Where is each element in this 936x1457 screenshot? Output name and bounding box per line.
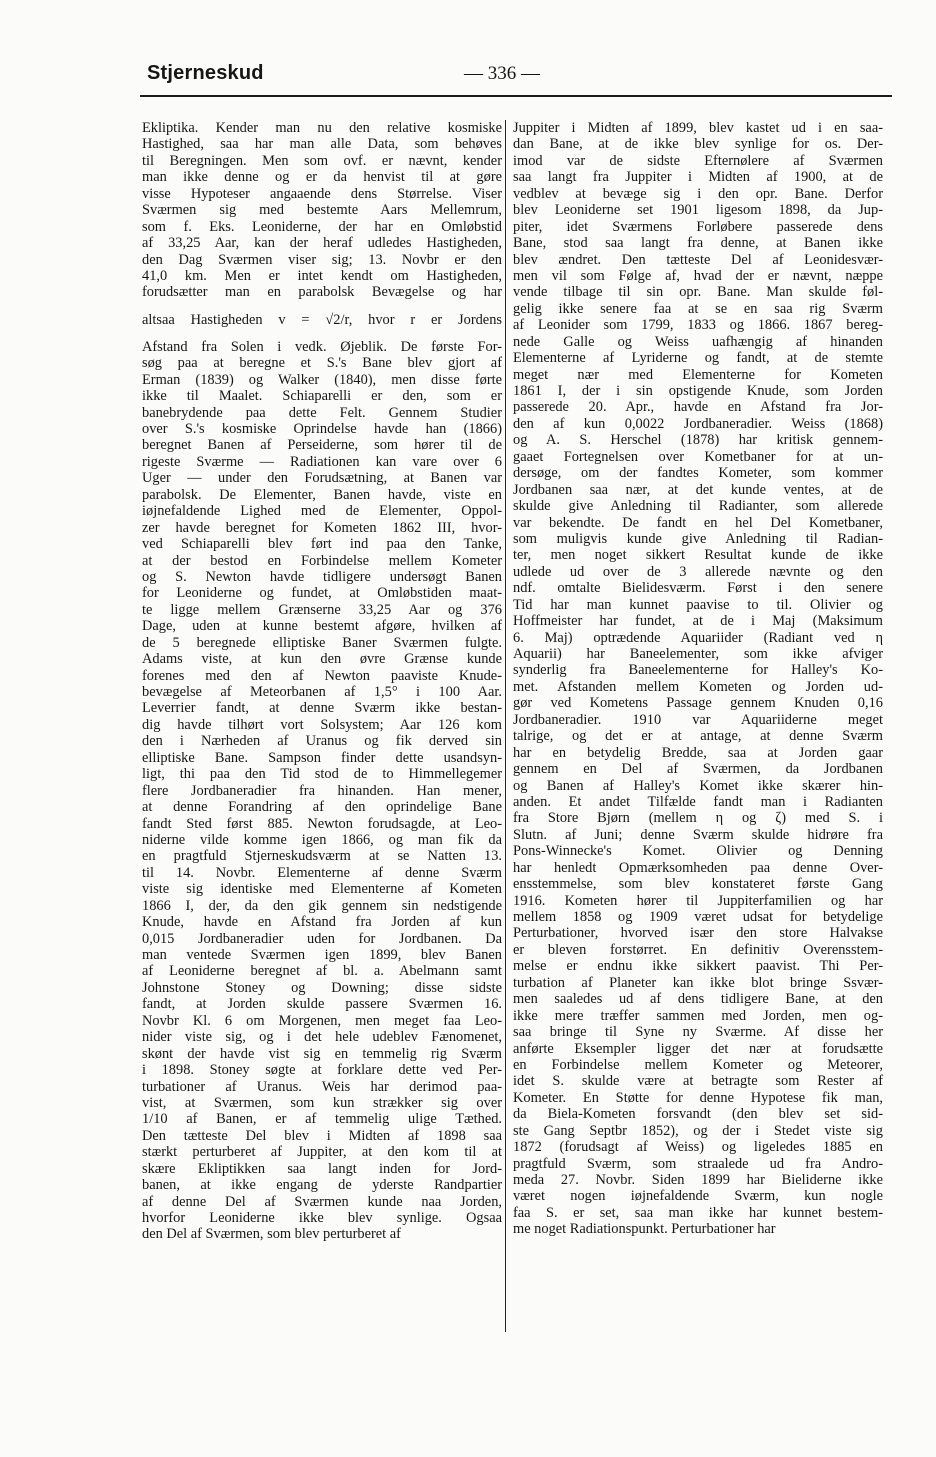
text-line: af 33,25 Aar, kan der heraf udledes Hastigheden, (142, 235, 502, 252)
text-line: met. Afstanden mellem Kometen og Jorden ud- (513, 678, 883, 695)
text-line: de 5 beregnede elliptiske Baner Sværmen fulgte. (142, 634, 502, 651)
text-line: Uger — under den Forudsætning, at Banen var (142, 470, 502, 487)
text-line: dig havde tilhørt vort Solsystem; Aar 126 kom (142, 716, 502, 733)
text-line: Jordbaneradier. 1910 var Aquariiderne meget (513, 711, 883, 728)
text-line: men vil som Følge af, hvad der er nævnt, næppe (513, 267, 883, 284)
text-line: i 1898. Stoney søgte at forklare dette ved Per- (142, 1062, 502, 1079)
text-line: 1872 (forudsagt af Weiss) og ligeledes 1885 en (513, 1139, 883, 1156)
text-line: zer havde beregnet for Kometen 1862 III, hvor- (142, 519, 502, 536)
text-line: meget nær med Elementerne for Kometen (513, 366, 883, 383)
page-number: — 336 — (464, 63, 540, 84)
text-line: Adams viste, at kun den øvre Grænse kunde (142, 651, 502, 668)
text-line: forenes med den af Newton paaviste Knude- (142, 667, 502, 684)
text-line: og S. Newton havde tidligere undersøgt Banen (142, 568, 502, 585)
text-line: er bleven forstørret. En definitiv Overensstem- (513, 941, 883, 958)
text-line: fra Store Bjørn (mellem η og ζ) med S. i (513, 810, 883, 827)
text-line: nider viste sig, og i det hele udeblev Fænomenet, (142, 1029, 502, 1046)
text-line: har henledt Opmærksomheden paa denne Over- (513, 859, 883, 876)
text-line: rigeste Sværme — Radiationen kan vare over 6 (142, 453, 502, 470)
text-line: Hastighed, saa har man alle Data, som behøves (142, 136, 502, 153)
text-line: nede Galle og Weiss uafhængig af hinanden (513, 333, 883, 350)
text-line: visse Hypoteser angaaende dens Størrelse. Viser (142, 185, 502, 202)
text-line: at denne Forandring af den oprindelige Bane (142, 799, 502, 816)
text-line: Perturbationer, hvorved især den store Halvakse (513, 925, 883, 942)
text-line: gør ved Kometens Passage gennem Knuden 0,16 (513, 695, 883, 712)
text-line: ikke mere træffer sammen med Jorden, men og- (513, 1007, 883, 1024)
text-line: piter, idet Sværmens Forløbere passerede dens (513, 218, 883, 235)
text-line: banen, at ikke engang de yderste Randpartier (142, 1177, 502, 1194)
text-line: Tid har man kunnet paavise to til. Olivier og (513, 596, 883, 613)
text-line: udlede ud over de 3 allerede nævnte og den (513, 563, 883, 580)
text-line: Sværmen sig med bestemte Aars Mellemrum, (142, 202, 502, 219)
text-line: Kometer. En Støtte for denne Hypotese fik man, (513, 1089, 883, 1106)
text-line: hvorfor Leoniderne ikke blev synlige. Ogsaa (142, 1210, 502, 1226)
text-line: Jordbanen saa nær, at det kunde ventes, at de (513, 481, 883, 498)
text-line: passerede 20. Apr., havde en Afstand fra Jor- (513, 399, 883, 416)
text-line: Novbr Kl. 6 om Morgenen, men meget faa Leo- (142, 1012, 502, 1029)
text-line: vende tilbage til sin opr. Bane. Man skulde føl- (513, 284, 883, 301)
text-line: skulde give Anledning til Radianter, som allerede (513, 498, 883, 515)
text-line: til Beregningen. Men som ovf. er nævnt, kender (142, 152, 502, 169)
text-line: saa bringe til Syne ny Sværme. Af disse her (513, 1024, 883, 1041)
text-line: af Leonider som 1799, 1833 og 1866. 1867 bereg- (513, 317, 883, 334)
text-line: fandt Sted først 885. Newton forudsagde, at Leo- (142, 815, 502, 832)
text-line: Erman (1839) og Walker (1840), men disse førte (142, 371, 502, 388)
text-line: Hoffmeister har fundet, at de i Maj (Maksimum (513, 613, 883, 630)
text-line: og Banen af Halley's Komet ikke skærer hin- (513, 777, 883, 794)
text-line: Afstand fra Solen i vedk. Øjeblik. De første For- (142, 338, 502, 355)
text-line: af denne Del af Sværmen kunde naa Jorden, (142, 1193, 502, 1210)
left-text-column (142, 120, 502, 1243)
text-line: den Dag Sværmen viser sig; 13. Novbr er den (142, 251, 502, 268)
text-line: elliptiske Bane. Sampson finder dette usandsyn- (142, 749, 502, 766)
text-line: fandt, at Jorden skulde passere Sværmen 16. (142, 996, 502, 1013)
text-line: dersøge, om der fandtes Kometer, som kommer (513, 465, 883, 482)
text-line: den i Nærheden af Uranus og fik derved sin (142, 733, 502, 750)
text-line: at der bestod en Forbindelse mellem Kometer (142, 552, 502, 569)
text-line: blev Leoniderne set 1901 ligesom 1898, da Jup- (513, 202, 883, 219)
text-line: Den tætteste Del blev i Midten af 1898 saa (142, 1127, 502, 1144)
text-line: banebrydende paa dette Felt. Gennem Studier (142, 404, 502, 421)
text-line: 1916. Kometen hører til Juppiterfamilien og har (513, 892, 883, 909)
text-line: 41,0 km. Men er intet kendt om Hastigheden, (142, 267, 502, 284)
text-line: ligt, thi paa den Tid stod de to Himmellegemer (142, 766, 502, 783)
text-line: ste Gang Septbr 1852), og der i Stedet viste sig (513, 1122, 883, 1139)
text-line: iøjnefaldende Lighed med de Elementer, Oppol- (142, 503, 502, 520)
text-line: den Del af Sværmen, som blev perturberet af (142, 1226, 401, 1243)
text-line: pragtfuld Sværm, som straalede ud fra Andro- (513, 1155, 883, 1172)
text-line: gelig ikke senere faa at se en saa rig Sværm (513, 300, 883, 317)
text-line: vedblev at bevæge sig i den opr. Bane. Derfor (513, 185, 883, 202)
text-line: 6. Maj) optrædende Aquariider (Radiant ved η (513, 629, 883, 646)
text-line: skære Ekliptikken saa langt inden for Jord- (142, 1160, 502, 1177)
text-line: man ventede Sværmen igen 1899, blev Banen (142, 947, 502, 963)
text-line: af Leoniderne beregnet af bl. a. Abelmann samt (142, 963, 502, 980)
text-line: en pragtfuld Stjerneskudsværm at se Natten 13. (142, 848, 502, 865)
text-line: flere Jordbaneradier fra hinanden. Han mener, (142, 782, 502, 799)
text-line: dan Bane, at de ikke blev synlige for os. Der- (513, 136, 883, 153)
text-line: skønt der havde vist sig en temmelig rig Sværm (142, 1045, 502, 1062)
text-line: 1861 I, der i sin opstigende Knude, som Jorden (513, 383, 883, 399)
text-line: idet S. skulde være at betragte som Rester af (513, 1073, 883, 1090)
text-line: var bekendte. De fandt en hel Del Kometbaner, (513, 514, 883, 531)
text-line: været nogen iøjnefaldende Sværm, kun nogle (513, 1188, 883, 1205)
text-line: Johnstone Stoney og Downing; disse sidste (142, 979, 502, 996)
text-line: meda 27. Novbr. Siden 1899 har Bieliderne ikke (513, 1172, 883, 1188)
text-line: talrige, og det er at antage, at denne Sværm (513, 728, 883, 745)
text-line: melse er endnu ikke sikkert paavist. Thi Per- (513, 958, 883, 975)
right-text-column (513, 120, 883, 1238)
text-line: ensstemmelse, som blev konstateret første Gang (513, 876, 883, 893)
text-line: bevægelse af Meteorbanen af 1,5° i 100 Aar. (142, 684, 502, 700)
text-line: Leverrier fandt, at denne Sværm ikke bestan- (142, 700, 502, 717)
text-line: da Biela-Kometen forsvandt (den blev set sid- (513, 1106, 883, 1123)
text-line: Slutn. af Juni; denne Sværm skulde hidrøre fra (513, 826, 883, 843)
text-line: Pons-Winnecke's Komet. Olivier og Denning (513, 843, 883, 860)
text-line: ved Schiaparelli blev ført ind paa den Tanke, (142, 536, 502, 553)
text-line: synderlig fra Baneelementerne for Halley's Ko- (513, 662, 883, 679)
text-line: for Leoniderne og fundet, at Omløbstiden maat- (142, 585, 502, 602)
text-line: altsaa Hastigheden v = √2/r, hvor r er Jordens (142, 311, 502, 328)
text-line: vist, at Sværmen, som kun strækker sig over (142, 1094, 502, 1111)
text-line: som f. Eks. Leoniderne, der har en Omløbstid (142, 218, 502, 235)
text-line: Aquarii) har Baneelementer, som ikke afviger (513, 646, 883, 662)
text-line: Bane, stod saa langt fra denne, at Banen ikke (513, 235, 883, 252)
text-line: me noget Radiationspunkt. Perturbationer har (513, 1221, 776, 1238)
text-line: søg paa at beregne et S.'s Bane blev gjort af (142, 355, 502, 372)
text-line: til 14. Novbr. Elementerne af denne Sværm (142, 864, 502, 881)
text-line: viste sig identiske med Elementerne af Kometen (142, 881, 502, 898)
text-line: faa S. er set, saa man ikke har kunnet bestem- (513, 1204, 883, 1221)
text-line: over S.'s kosmiske Oprindelse havde han (1866) (142, 421, 502, 437)
text-line: Elementerne af Lyriderne og fandt, at de stemte (513, 350, 883, 367)
text-line: blev ændret. Den tætteste Del af Leonidesvær- (513, 251, 883, 268)
text-line: den af kun 0,0022 Jordbaneradier. Weiss (1868) (513, 415, 883, 432)
text-line: 1/10 af Banen, er af temmelig ulige Tæthed. (142, 1111, 502, 1128)
text-line: parabolsk. De Elementer, Banen havde, viste en (142, 486, 502, 503)
text-line: 0,015 Jordbaneradier uden for Jordbanen. Da (142, 930, 502, 947)
text-line: te ligge mellem Grænserne 33,25 Aar og 376 (142, 601, 502, 618)
text-line: Juppiter i Midten af 1899, blev kastet ud i en saa- (513, 120, 883, 136)
text-line: mellem 1858 og 1909 været udsat for betydelige (513, 909, 883, 925)
text-line: gaaet Fortegnelsen over Kometbaner for at un- (513, 448, 883, 465)
text-line: anden. Et andet Tilfælde fandt man i Radianten (513, 793, 883, 810)
column-divider (505, 120, 506, 1332)
text-line: og A. S. Herschel (1878) har kritisk gennem- (513, 432, 883, 449)
text-line: niderne vilde komme igen 1866, og man fik da (142, 831, 502, 848)
text-line: beregnet Banen af Perseiderne, som hører til de (142, 437, 502, 454)
running-title: Stjerneskud (147, 62, 264, 84)
text-line: Dage, uden at kunne bestemt afgøre, hvilken af (142, 618, 502, 635)
header-rule (140, 95, 892, 97)
text-line: har en betydelig Bredde, saa at Jorden gaar (513, 744, 883, 761)
text-line: ndf. omtalte Bielidesværm. Først i den senere (513, 580, 883, 597)
text-line: imod var de sidste Efternølere af Sværmen (513, 152, 883, 169)
text-line: men saaledes ud af dens tidligere Bane, at den (513, 991, 883, 1008)
text-line: en Forbindelse mellem Kometer og Meteorer, (513, 1056, 883, 1073)
text-line: 1866 I, der, da den gik gennem sin nedstigende (142, 897, 502, 914)
text-line: Knude, havde en Afstand fra Jorden af kun (142, 914, 502, 931)
text-line: turbationer af Uranus. Weis har derimod paa- (142, 1078, 502, 1095)
text-line: ter, men noget sikkert Resultat kunde de ikke (513, 547, 883, 564)
text-line: ikke til Maalet. Schiaparelli er den, som er (142, 388, 502, 405)
text-line: anførte Eksempler ligger det nær at forudsætte (513, 1040, 883, 1057)
text-line: forudsætter man en parabolsk Bevægelse og har (142, 284, 502, 301)
text-line: som muligvis kunde give Anledning til Radian- (513, 530, 883, 547)
text-line: Ekliptika. Kender man nu den relative kosmiske (142, 120, 502, 136)
text-line: man ikke denne og er da henvist til at gøre (142, 169, 502, 186)
text-line: saa langt fra Juppiter i Midten af 1900, at de (513, 169, 883, 186)
text-line: stærkt perturberet af Juppiter, at den kom til at (142, 1144, 502, 1161)
text-line: gennem en Del af Sværmen, da Jordbanen (513, 761, 883, 778)
text-line: turbation af Planeter kan ikke blot bringe Ssvær- (513, 974, 883, 991)
